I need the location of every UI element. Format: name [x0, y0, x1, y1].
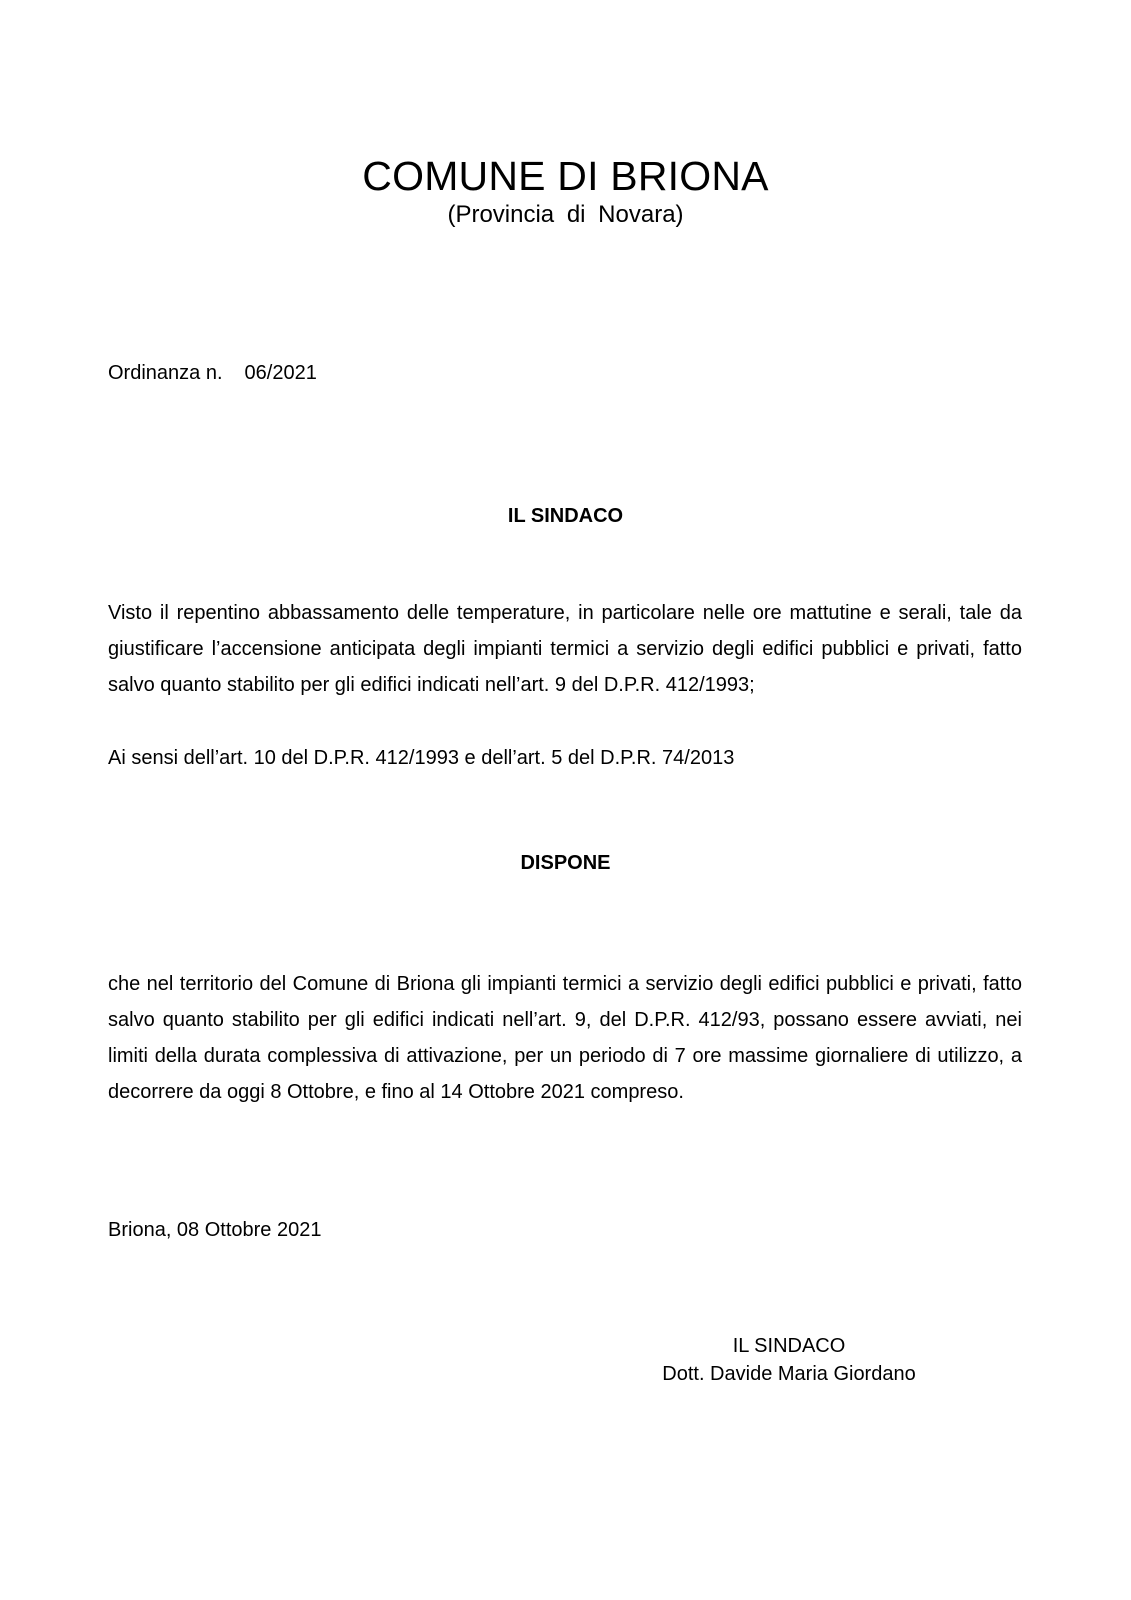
signature-name: Dott. Davide Maria Giordano — [662, 1363, 916, 1385]
paragraph-ai-sensi: Ai sensi dell’art. 10 del D.P.R. 412/1993 e dell’art. 5 del D.P.R. 74/2013 — [108, 747, 735, 769]
ordinance-label: Ordinanza n. — [108, 362, 223, 384]
signature-role: IL SINDACO — [732, 1335, 846, 1357]
signature-block — [624, 1332, 954, 1388]
ordinance-number: 06/2021 — [244, 362, 317, 384]
document-title: COMUNE DI BRIONA — [362, 153, 769, 199]
document-subtitle: (Provincia di Novara) — [447, 201, 684, 228]
dispone-heading: DISPONE — [520, 852, 611, 874]
place-and-date: Briona, 08 Ottobre 2021 — [108, 1219, 322, 1241]
paragraph-disposition: che nel territorio del Comune di Briona gli impianti termici a servizio degli edifici pubblici e privati, fatto salvo quanto stabilito per gli edifici indicati nell’art. 9, del D.P.R. 412/93, possano essere avviati, nei limiti della durata complessiva di attivazione, per un periodo di 7 ore massime giornaliere di utilizzo, a decorrere da oggi 8 Ottobre, e fino al 14 Ottobre 2021 compreso. — [108, 973, 1022, 1103]
ordinance-number-line — [108, 355, 317, 391]
mayor-heading: IL SINDACO — [507, 505, 624, 527]
paragraph-visto: Visto il repentino abbassamento delle temperature, in particolare nelle ore mattutine e serali, tale da giustificare l’accensione anticipata degli impianti termici a servizio degli edifici pubblici e privati, fatto salvo quanto stabilito per gli edifici indicati nell’art. 9 del D.P.R. 412/1993; — [108, 602, 1022, 696]
